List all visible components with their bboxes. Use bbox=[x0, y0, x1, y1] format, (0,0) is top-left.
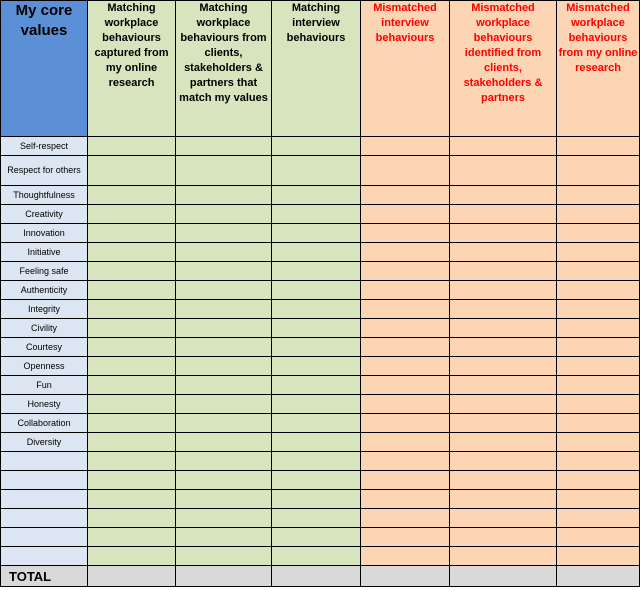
value-label: Respect for others bbox=[1, 156, 88, 186]
mismatched-entry-cell[interactable] bbox=[361, 528, 450, 547]
mismatched-entry-cell[interactable] bbox=[361, 338, 450, 357]
mismatched-entry-cell[interactable] bbox=[450, 414, 557, 433]
matching-entry-cell[interactable] bbox=[176, 490, 272, 509]
matching-entry-cell[interactable] bbox=[272, 509, 361, 528]
matching-entry-cell[interactable] bbox=[272, 300, 361, 319]
mismatched-entry-cell[interactable] bbox=[361, 319, 450, 338]
matching-entry-cell[interactable] bbox=[176, 547, 272, 566]
mismatched-entry-cell[interactable] bbox=[361, 186, 450, 205]
mismatched-entry-cell[interactable] bbox=[557, 224, 640, 243]
matching-entry-cell[interactable] bbox=[272, 186, 361, 205]
mismatched-entry-cell[interactable] bbox=[450, 395, 557, 414]
value-row bbox=[1, 414, 640, 433]
matching-entry-cell[interactable] bbox=[88, 414, 176, 433]
matching-entry-cell[interactable] bbox=[272, 338, 361, 357]
matching-entry-cell[interactable] bbox=[88, 281, 176, 300]
matching-entry-cell[interactable] bbox=[176, 433, 272, 452]
value-label: Collaboration bbox=[1, 414, 88, 433]
matching-entry-cell[interactable] bbox=[272, 490, 361, 509]
value-row bbox=[1, 262, 640, 281]
matching-entry-cell[interactable] bbox=[272, 319, 361, 338]
value-label: Fun bbox=[1, 376, 88, 395]
mismatched-entry-cell[interactable] bbox=[557, 156, 640, 186]
mismatched-entry-cell[interactable] bbox=[557, 528, 640, 547]
matching-entry-cell[interactable] bbox=[88, 243, 176, 262]
value-row bbox=[1, 205, 640, 224]
value-row bbox=[1, 376, 640, 395]
value-row bbox=[1, 395, 640, 414]
matching-entry-cell[interactable] bbox=[272, 395, 361, 414]
value-rows bbox=[1, 137, 640, 566]
column-header-stakeholders-match: Matching workplace behaviours from clients, stakeholders & partners that match my values bbox=[176, 1, 272, 137]
value-label: Thoughtfulness bbox=[1, 186, 88, 205]
value-label: Innovation bbox=[1, 224, 88, 243]
value-row bbox=[1, 452, 640, 471]
value-row bbox=[1, 137, 640, 156]
value-label: Courtesy bbox=[1, 338, 88, 357]
matching-entry-cell[interactable] bbox=[176, 262, 272, 281]
matching-entry-cell[interactable] bbox=[176, 395, 272, 414]
mismatched-entry-cell[interactable] bbox=[450, 300, 557, 319]
mismatched-entry-cell[interactable] bbox=[557, 338, 640, 357]
mismatched-entry-cell[interactable] bbox=[557, 137, 640, 156]
value-label: Integrity bbox=[1, 300, 88, 319]
mismatched-entry-cell[interactable] bbox=[450, 224, 557, 243]
column-header-online-research-mismatch: Mismatched workplace behaviours from my online research bbox=[557, 1, 640, 137]
total-cell[interactable] bbox=[450, 566, 557, 587]
mismatched-entry-cell[interactable] bbox=[361, 433, 450, 452]
matching-entry-cell[interactable] bbox=[88, 156, 176, 186]
matching-entry-cell[interactable] bbox=[272, 547, 361, 566]
value-row bbox=[1, 509, 640, 528]
total-cell[interactable] bbox=[557, 566, 640, 587]
mismatched-entry-cell[interactable] bbox=[557, 319, 640, 338]
matching-entry-cell[interactable] bbox=[272, 262, 361, 281]
column-header-online-research-match: Matching workplace behaviours captured from my online research bbox=[88, 1, 176, 137]
mismatched-entry-cell[interactable] bbox=[450, 490, 557, 509]
matching-entry-cell[interactable] bbox=[176, 471, 272, 490]
matching-entry-cell[interactable] bbox=[176, 186, 272, 205]
matching-entry-cell[interactable] bbox=[272, 452, 361, 471]
mismatched-entry-cell[interactable] bbox=[557, 262, 640, 281]
matching-entry-cell[interactable] bbox=[272, 528, 361, 547]
value-row bbox=[1, 300, 640, 319]
matching-entry-cell[interactable] bbox=[272, 376, 361, 395]
matching-entry-cell[interactable] bbox=[176, 205, 272, 224]
core-values-heading-line2: values bbox=[20, 22, 68, 39]
matching-entry-cell[interactable] bbox=[88, 137, 176, 156]
total-cell[interactable] bbox=[176, 566, 272, 587]
value-label bbox=[1, 452, 88, 471]
mismatched-entry-cell[interactable] bbox=[450, 357, 557, 376]
mismatched-entry-cell[interactable] bbox=[361, 137, 450, 156]
matching-entry-cell[interactable] bbox=[176, 319, 272, 338]
matching-entry-cell[interactable] bbox=[88, 528, 176, 547]
matching-entry-cell[interactable] bbox=[88, 338, 176, 357]
matching-entry-cell[interactable] bbox=[88, 395, 176, 414]
value-row bbox=[1, 528, 640, 547]
total-cell[interactable] bbox=[361, 566, 450, 587]
matching-entry-cell[interactable] bbox=[176, 528, 272, 547]
mismatched-entry-cell[interactable] bbox=[361, 452, 450, 471]
mismatched-entry-cell[interactable] bbox=[557, 205, 640, 224]
mismatched-entry-cell[interactable] bbox=[450, 243, 557, 262]
matching-entry-cell[interactable] bbox=[176, 137, 272, 156]
matching-entry-cell[interactable] bbox=[272, 205, 361, 224]
total-row bbox=[1, 566, 640, 587]
matching-entry-cell[interactable] bbox=[272, 243, 361, 262]
matching-entry-cell[interactable] bbox=[272, 471, 361, 490]
total-label: TOTAL bbox=[1, 566, 88, 587]
core-values-heading-line1: My core bbox=[15, 2, 73, 19]
value-label: Initiative bbox=[1, 243, 88, 262]
mismatched-entry-cell[interactable] bbox=[361, 281, 450, 300]
value-row bbox=[1, 243, 640, 262]
mismatched-entry-cell[interactable] bbox=[557, 357, 640, 376]
core-values-heading bbox=[1, 1, 88, 137]
mismatched-entry-cell[interactable] bbox=[450, 452, 557, 471]
mismatched-entry-cell[interactable] bbox=[450, 471, 557, 490]
value-label: Honesty bbox=[1, 395, 88, 414]
value-label: Authenticity bbox=[1, 281, 88, 300]
mismatched-entry-cell[interactable] bbox=[361, 395, 450, 414]
value-label bbox=[1, 509, 88, 528]
matching-entry-cell[interactable] bbox=[88, 262, 176, 281]
mismatched-entry-cell[interactable] bbox=[450, 509, 557, 528]
mismatched-entry-cell[interactable] bbox=[557, 490, 640, 509]
mismatched-entry-cell[interactable] bbox=[557, 547, 640, 566]
mismatched-entry-cell[interactable] bbox=[361, 300, 450, 319]
header-row bbox=[1, 1, 640, 137]
column-header-stakeholders-mismatch: Mismatched workplace behaviours identified from clients, stakeholders & partners bbox=[450, 1, 557, 137]
mismatched-entry-cell[interactable] bbox=[361, 547, 450, 566]
matching-entry-cell[interactable] bbox=[272, 357, 361, 376]
value-label: Openness bbox=[1, 357, 88, 376]
value-label bbox=[1, 490, 88, 509]
value-label: Feeling safe bbox=[1, 262, 88, 281]
matching-entry-cell[interactable] bbox=[176, 452, 272, 471]
mismatched-entry-cell[interactable] bbox=[450, 528, 557, 547]
column-header-interview-match: Matching interview behaviours bbox=[272, 1, 361, 137]
mismatched-entry-cell[interactable] bbox=[557, 452, 640, 471]
matching-entry-cell[interactable] bbox=[176, 156, 272, 186]
mismatched-entry-cell[interactable] bbox=[557, 414, 640, 433]
mismatched-entry-cell[interactable] bbox=[361, 490, 450, 509]
mismatched-entry-cell[interactable] bbox=[361, 224, 450, 243]
mismatched-entry-cell[interactable] bbox=[557, 281, 640, 300]
matching-entry-cell[interactable] bbox=[88, 205, 176, 224]
value-label bbox=[1, 471, 88, 490]
matching-entry-cell[interactable] bbox=[88, 319, 176, 338]
column-header-interview-mismatch: Mismatched interview behaviours bbox=[361, 1, 450, 137]
value-row bbox=[1, 433, 640, 452]
matching-entry-cell[interactable] bbox=[88, 509, 176, 528]
matching-entry-cell[interactable] bbox=[176, 281, 272, 300]
mismatched-entry-cell[interactable] bbox=[361, 357, 450, 376]
value-row bbox=[1, 357, 640, 376]
value-row bbox=[1, 224, 640, 243]
matching-entry-cell[interactable] bbox=[272, 224, 361, 243]
value-row bbox=[1, 338, 640, 357]
mismatched-entry-cell[interactable] bbox=[361, 156, 450, 186]
matching-entry-cell[interactable] bbox=[176, 357, 272, 376]
matching-entry-cell[interactable] bbox=[88, 357, 176, 376]
total-cell[interactable] bbox=[272, 566, 361, 587]
mismatched-entry-cell[interactable] bbox=[361, 471, 450, 490]
value-row bbox=[1, 490, 640, 509]
matching-entry-cell[interactable] bbox=[176, 509, 272, 528]
value-label: Creativity bbox=[1, 205, 88, 224]
mismatched-entry-cell[interactable] bbox=[450, 547, 557, 566]
mismatched-entry-cell[interactable] bbox=[450, 338, 557, 357]
mismatched-entry-cell[interactable] bbox=[450, 376, 557, 395]
mismatched-entry-cell[interactable] bbox=[557, 395, 640, 414]
matching-entry-cell[interactable] bbox=[88, 300, 176, 319]
value-row bbox=[1, 547, 640, 566]
value-row bbox=[1, 156, 640, 186]
mismatched-entry-cell[interactable] bbox=[557, 376, 640, 395]
matching-entry-cell[interactable] bbox=[88, 547, 176, 566]
matching-entry-cell[interactable] bbox=[176, 224, 272, 243]
mismatched-entry-cell[interactable] bbox=[450, 281, 557, 300]
total-cell[interactable] bbox=[88, 566, 176, 587]
value-row bbox=[1, 319, 640, 338]
mismatched-entry-cell[interactable] bbox=[450, 433, 557, 452]
mismatched-entry-cell[interactable] bbox=[450, 319, 557, 338]
matching-entry-cell[interactable] bbox=[176, 376, 272, 395]
matching-entry-cell[interactable] bbox=[88, 471, 176, 490]
mismatched-entry-cell[interactable] bbox=[450, 186, 557, 205]
mismatched-entry-cell[interactable] bbox=[450, 205, 557, 224]
value-label bbox=[1, 528, 88, 547]
value-label: Diversity bbox=[1, 433, 88, 452]
value-label bbox=[1, 547, 88, 566]
mismatched-entry-cell[interactable] bbox=[361, 205, 450, 224]
mismatched-entry-cell[interactable] bbox=[450, 156, 557, 186]
matching-entry-cell[interactable] bbox=[272, 137, 361, 156]
matching-entry-cell[interactable] bbox=[176, 414, 272, 433]
value-row bbox=[1, 471, 640, 490]
matching-entry-cell[interactable] bbox=[272, 433, 361, 452]
mismatched-entry-cell[interactable] bbox=[557, 243, 640, 262]
mismatched-entry-cell[interactable] bbox=[557, 186, 640, 205]
mismatched-entry-cell[interactable] bbox=[361, 243, 450, 262]
mismatched-entry-cell[interactable] bbox=[557, 433, 640, 452]
mismatched-entry-cell[interactable] bbox=[557, 471, 640, 490]
matching-entry-cell[interactable] bbox=[272, 156, 361, 186]
matching-entry-cell[interactable] bbox=[272, 414, 361, 433]
matching-entry-cell[interactable] bbox=[88, 490, 176, 509]
mismatched-entry-cell[interactable] bbox=[450, 137, 557, 156]
mismatched-entry-cell[interactable] bbox=[557, 300, 640, 319]
matching-entry-cell[interactable] bbox=[176, 243, 272, 262]
mismatched-entry-cell[interactable] bbox=[450, 262, 557, 281]
matching-entry-cell[interactable] bbox=[176, 338, 272, 357]
mismatched-entry-cell[interactable] bbox=[361, 509, 450, 528]
matching-entry-cell[interactable] bbox=[88, 452, 176, 471]
matching-entry-cell[interactable] bbox=[88, 376, 176, 395]
mismatched-entry-cell[interactable] bbox=[361, 376, 450, 395]
matching-entry-cell[interactable] bbox=[272, 281, 361, 300]
value-row bbox=[1, 186, 640, 205]
value-row bbox=[1, 281, 640, 300]
mismatched-entry-cell[interactable] bbox=[557, 509, 640, 528]
value-label: Civility bbox=[1, 319, 88, 338]
mismatched-entry-cell[interactable] bbox=[361, 414, 450, 433]
value-label: Self-respect bbox=[1, 137, 88, 156]
mismatched-entry-cell[interactable] bbox=[361, 262, 450, 281]
matching-entry-cell[interactable] bbox=[88, 224, 176, 243]
matching-entry-cell[interactable] bbox=[88, 186, 176, 205]
matching-entry-cell[interactable] bbox=[88, 433, 176, 452]
matching-entry-cell[interactable] bbox=[176, 300, 272, 319]
